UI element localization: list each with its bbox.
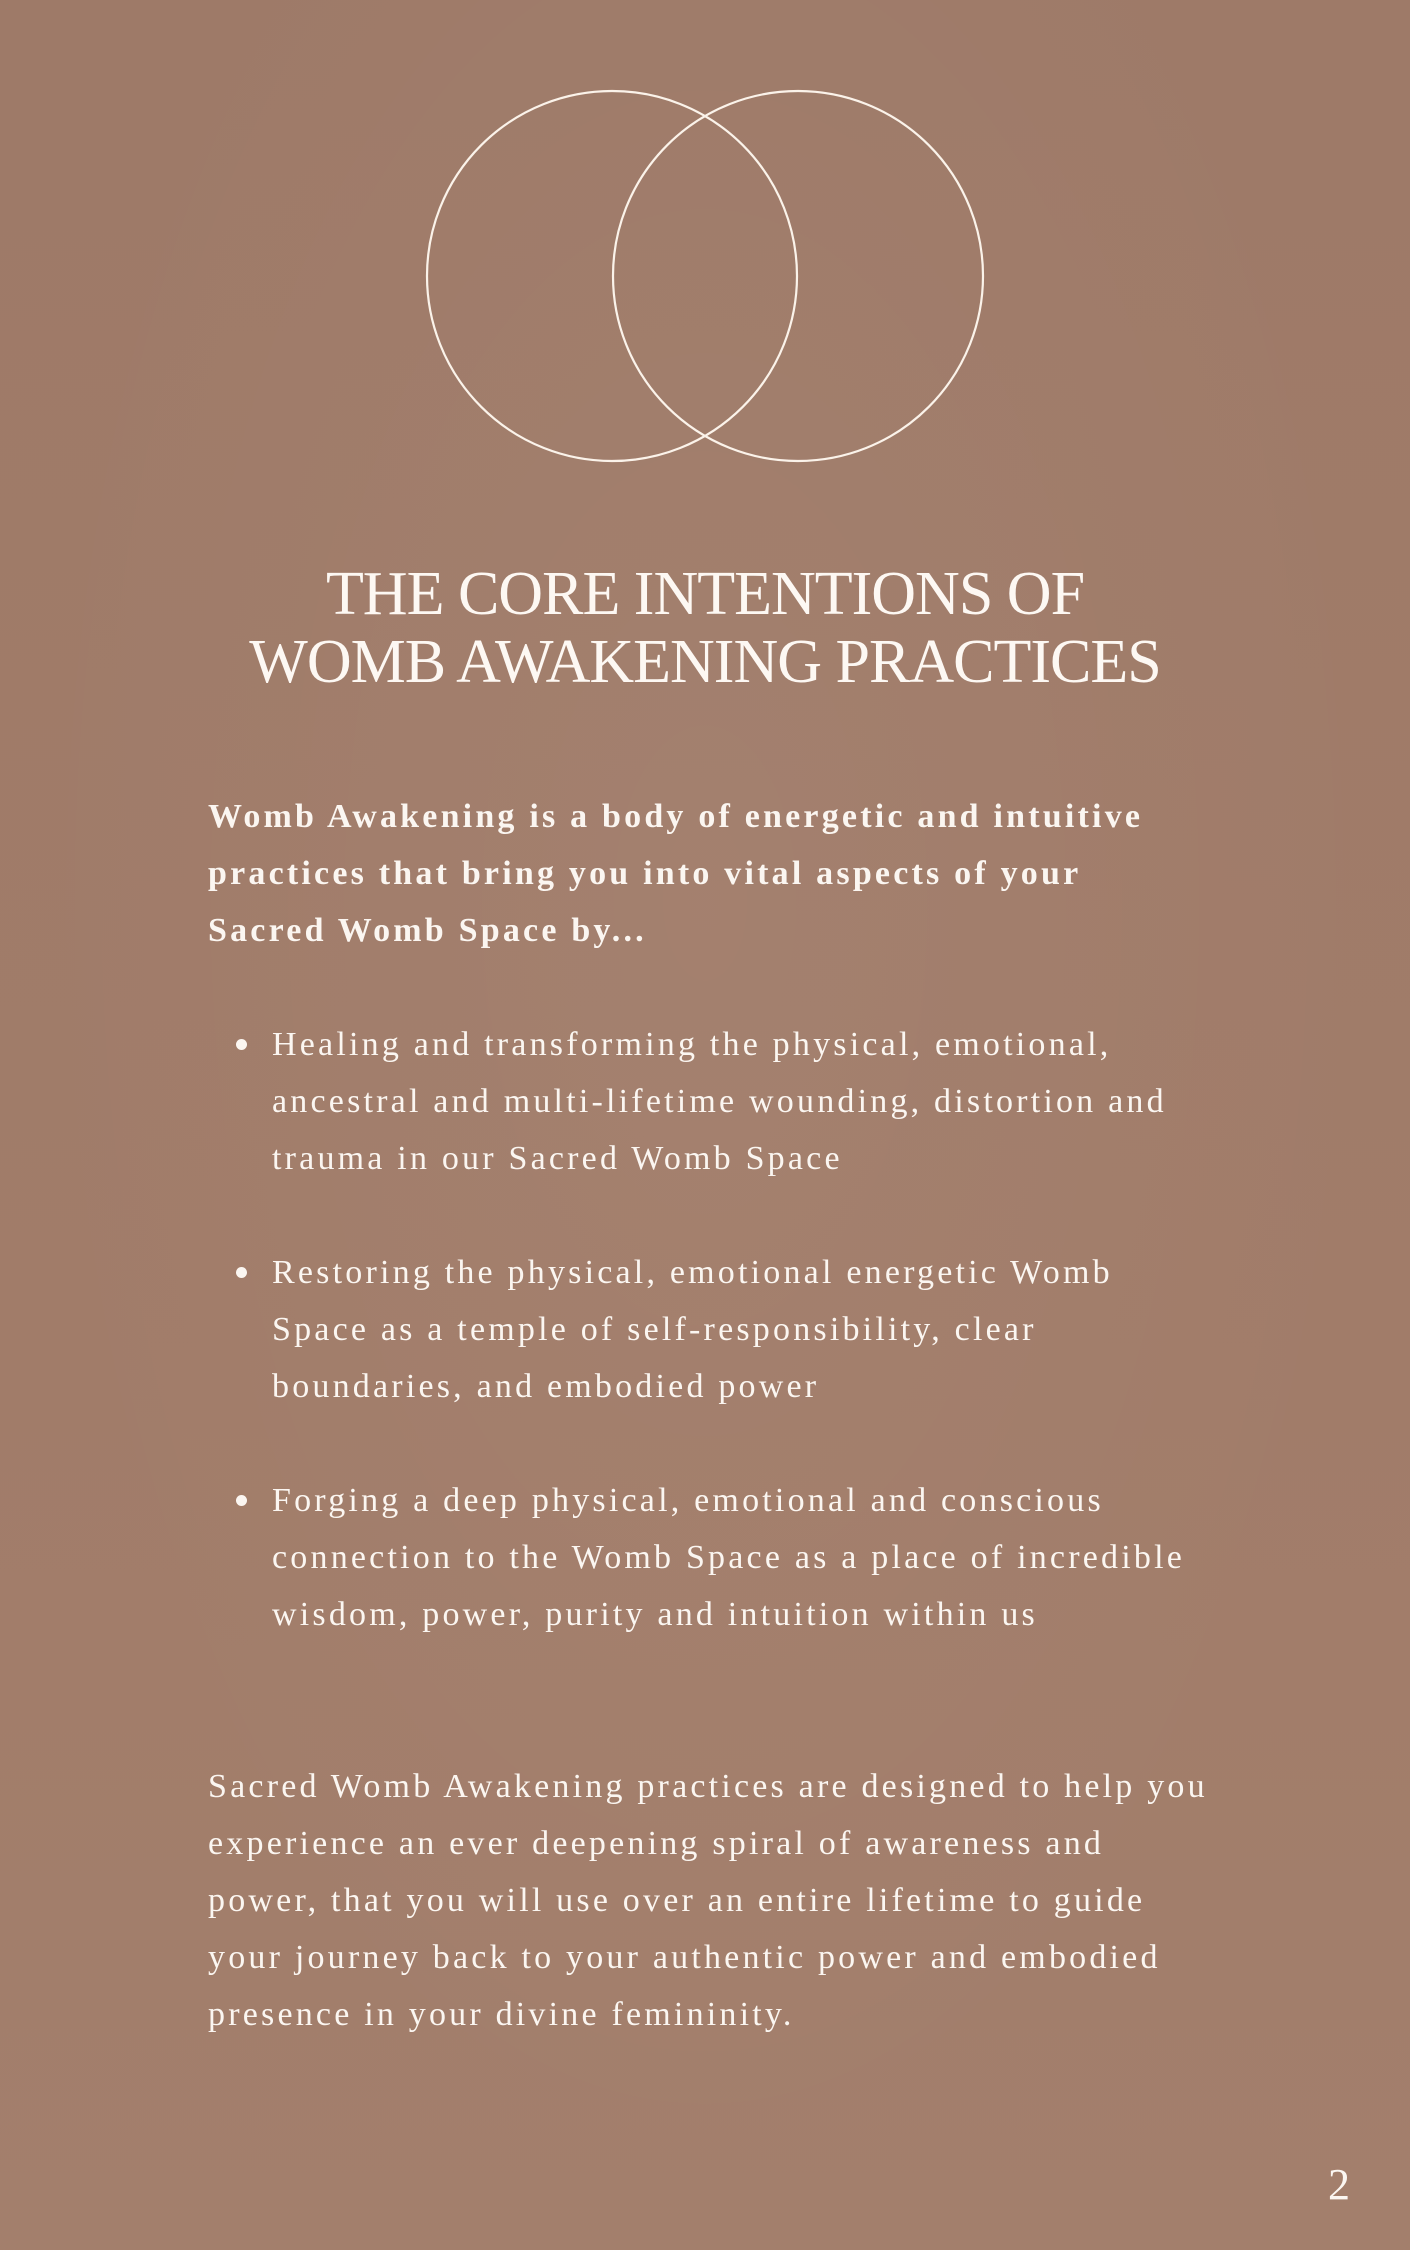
bullet-dot-icon	[236, 1267, 247, 1278]
list-item	[232, 1472, 1212, 1643]
list-item-text: Forging a deep physical, emotional and conscious connection to the Womb Space as a place of incredible wisdom, power, purity and intuition within us	[272, 1482, 1186, 1633]
list-item-text: Healing and transforming the physical, emotional, ancestral and multi-lifetime wounding, distortion and trauma in our Sacred Womb Space	[272, 1026, 1167, 1177]
list-item	[232, 1244, 1212, 1415]
bullet-dot-icon	[236, 1495, 247, 1506]
page-number: 2	[1328, 2160, 1350, 2209]
title-line-1: THE CORE INTENTIONS OF	[325, 560, 1085, 628]
list-item	[232, 1016, 1212, 1187]
title-line-2: WOMB AWAKENING PRACTICES	[249, 628, 1161, 696]
list-item-text: Restoring the physical, emotional energetic Womb Space as a temple of self-responsibility, clear boundaries, and embodied power	[272, 1254, 1113, 1405]
page-title	[0, 560, 1410, 696]
intro-paragraph: Womb Awakening is a body of energetic and intuitive practices that bring you into vital aspects of your Sacred Womb Space by...	[208, 798, 1144, 949]
bullet-dot-icon	[236, 1039, 247, 1050]
two-overlapping-circles-icon	[420, 86, 990, 466]
intentions-list	[232, 1016, 1212, 1700]
closing-paragraph: Sacred Womb Awakening practices are designed to help you experience an ever deepening spiral of awareness and power, that you will use over an entire lifetime to guide your journey back to your authentic power and embodied presence in your divine femininity.	[208, 1768, 1208, 2033]
